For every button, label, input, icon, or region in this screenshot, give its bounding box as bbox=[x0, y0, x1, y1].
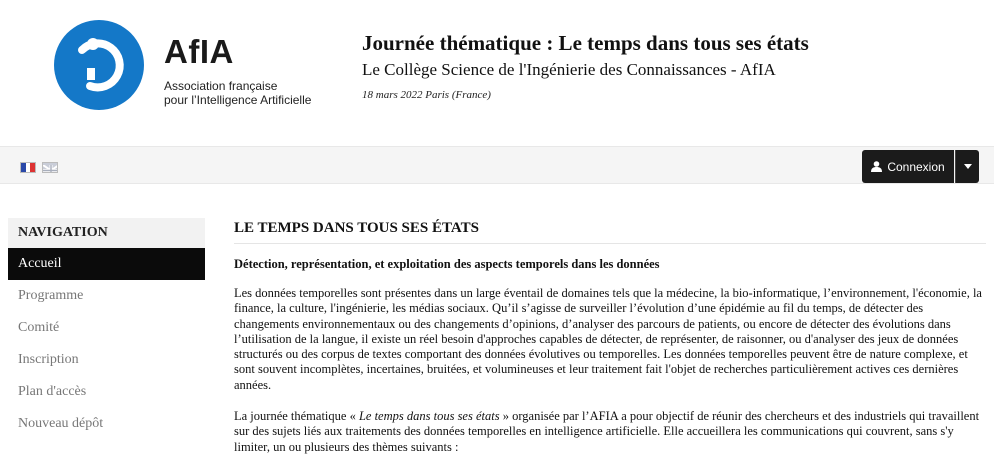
main-content bbox=[234, 218, 986, 455]
sidebar-item-programme[interactable]: Programme bbox=[18, 288, 84, 303]
english-flag-icon[interactable] bbox=[42, 162, 58, 173]
event-date: 18 mars 2022 Paris (France) bbox=[362, 89, 491, 101]
event-name-emphasis: Le temps dans tous ses états bbox=[358, 409, 500, 424]
logo-sub-line2: pour l’Intelligence Artificielle bbox=[164, 93, 312, 107]
objective-text-before: La journée thématique « bbox=[234, 409, 359, 424]
login-button[interactable] bbox=[862, 150, 954, 183]
content-heading: LE TEMPS DANS TOUS SES ÉTATS bbox=[234, 218, 986, 244]
login-label: Connexion bbox=[887, 159, 945, 174]
logo-name: AfIA bbox=[164, 33, 234, 70]
sidebar-item-inscription[interactable]: Inscription bbox=[18, 352, 79, 367]
toolbar bbox=[0, 146, 994, 184]
page-subtitle: Le Collège Science de l'Ingénierie des Connaissances - AfIA bbox=[362, 60, 776, 79]
sidebar-item-comite[interactable]: Comité bbox=[18, 320, 60, 335]
sidebar-item-nouveau-depot[interactable]: Nouveau dépôt bbox=[18, 416, 104, 431]
caret-down-icon bbox=[964, 164, 972, 169]
sidebar-navigation bbox=[8, 218, 205, 440]
afia-logo-icon bbox=[54, 20, 144, 110]
logo-subtitle bbox=[164, 79, 311, 107]
page-title: Journée thématique : Le temps dans tous ses états bbox=[362, 31, 809, 55]
login-dropdown-toggle[interactable] bbox=[955, 150, 979, 183]
logo-sub-line1: Association française bbox=[164, 79, 278, 93]
sidebar-item-plan-acces[interactable]: Plan d'accès bbox=[18, 384, 87, 399]
nav-heading: NAVIGATION bbox=[8, 218, 205, 248]
objective-text-after: » organisée par l’AFIA a pour objectif de réunir des chercheurs et des industriels qui travaillent sur des sujets liés aux traitements des données temporelles en intelligence artificielle. Elle accueillera les communications qui couvrent, sans s'y limiter, un ou plusieurs des thèmes suivants : bbox=[234, 409, 980, 454]
user-icon bbox=[871, 161, 882, 172]
french-flag-icon[interactable] bbox=[20, 162, 36, 173]
sidebar-item-accueil[interactable]: Accueil bbox=[8, 248, 205, 280]
intro-paragraph: Les données temporelles sont présentes dans un large éventail de domaines tels que la médecine, la bio-informatique, l’environnement, l'économie, la finance, la culture, l'ingénierie, les médias sociaux. Qu’il s’agisse de surveiller l’évolution d’une épidémie au fil du temps, de détecter des changements environnementaux ou des changements d’opinions, d’analyser des parcours de patients, ou encore de détecter des évolutions dans l’utilisation de la langue, il existe un réel besoin d'approches capables de détecter, de représenter, de raisonner, ou d'analyser des jeux de données structurés ou des corpus de textes comportant des données évolutives ou temporelles. Les données temporelles peuvent être de nature complexe, et sont souvent incomplètes, incertaines, bruitées, et volumineuses et leur traitement fait l'objet de recherches particulièrement actives ces dernières années. bbox=[234, 286, 982, 392]
objective-paragraph bbox=[234, 409, 986, 455]
content-subheading: Détection, représentation, et exploitation des aspects temporels dans les données bbox=[234, 257, 660, 271]
